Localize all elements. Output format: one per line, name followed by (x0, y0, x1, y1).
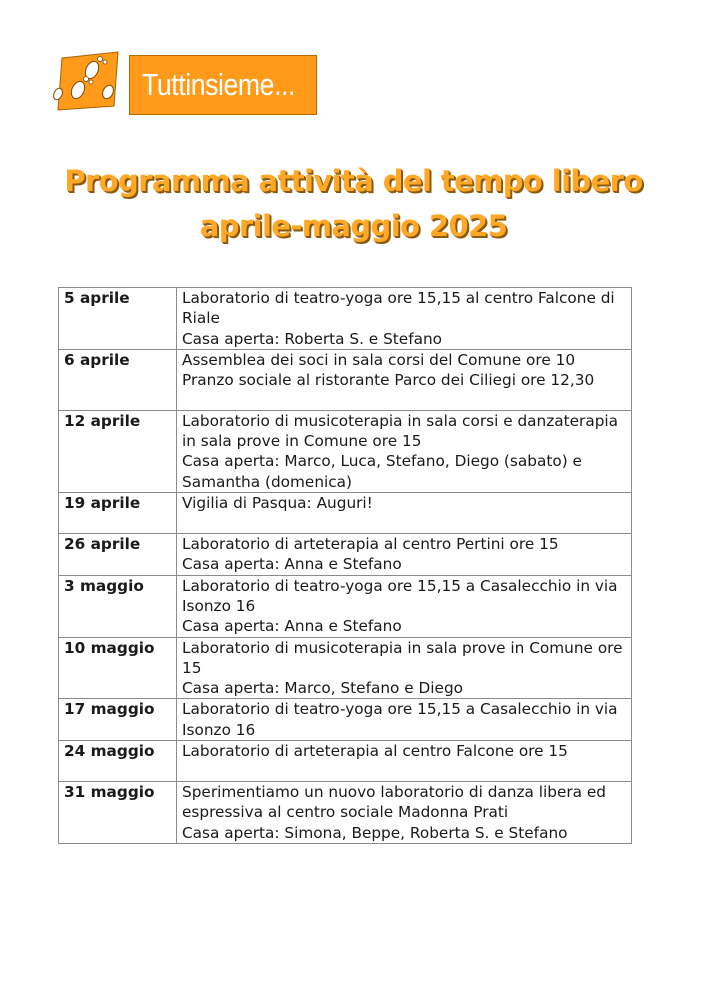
schedule-date: 19 aprile (59, 493, 177, 534)
description-line: Laboratorio di arteterapia al centro Pertini ore 15 (182, 535, 559, 554)
description-line: Laboratorio di teatro-yoga ore 15,15 a Casalecchio in via Isonzo 16 (182, 576, 618, 615)
schedule-date: 10 maggio (59, 637, 177, 699)
schedule-date: 17 maggio (59, 699, 177, 741)
table-row (59, 493, 632, 534)
schedule-date: 6 aprile (59, 349, 177, 410)
schedule-description (177, 410, 632, 492)
table-row (59, 288, 632, 350)
description-line: Laboratorio di teatro-yoga ore 15,15 a Casalecchio in via Isonzo 16 (182, 700, 618, 739)
description-line: Casa aperta: Marco, Stefano e Diego (182, 679, 464, 698)
description-line: Laboratorio di teatro-yoga ore 15,15 al centro Falcone di Riale (182, 289, 615, 328)
description-line: Sperimentiamo un nuovo laboratorio di danza libera ed espressiva al centro sociale Madonna Prati (182, 783, 607, 822)
schedule-description (177, 741, 632, 782)
table-row (59, 699, 632, 741)
schedule-table (58, 287, 632, 844)
table-row (59, 782, 632, 844)
description-line: Casa aperta: Marco, Luca, Stefano, Diego (sabato) e Samantha (domenica) (182, 452, 582, 491)
description-line: Assemblea dei soci in sala corsi del Comune ore 10 (182, 350, 576, 369)
description-line: Casa aperta: Anna e Stefano (182, 617, 402, 636)
schedule-date: 24 maggio (59, 741, 177, 782)
table-row (59, 575, 632, 637)
schedule-date: 31 maggio (59, 782, 177, 844)
schedule-date: 26 aprile (59, 534, 177, 576)
schedule-description (177, 699, 632, 741)
schedule-description (177, 637, 632, 699)
description-line: Laboratorio di musicoterapia in sala prove in Comune ore 15 (182, 638, 623, 677)
schedule-date: 12 aprile (59, 410, 177, 492)
description-line: Casa aperta: Simona, Beppe, Roberta S. e Stefano (182, 823, 568, 842)
page-title (0, 159, 707, 249)
logo-text: Tuttinsieme... (142, 67, 296, 102)
description-line: Laboratorio di musicoterapia in sala corsi e danzaterapia in sala prove in Comune ore 15 (182, 411, 619, 451)
title-line-1: Programma attività del tempo libero (64, 164, 643, 198)
schedule-description (177, 782, 632, 844)
schedule-description (177, 575, 632, 637)
title-line-2: aprile-maggio 2025 (199, 209, 508, 243)
table-row (59, 349, 632, 410)
schedule-description (177, 349, 632, 410)
schedule-description (177, 493, 632, 534)
schedule-date: 3 maggio (59, 575, 177, 637)
table-row (59, 741, 632, 782)
logo-icon (48, 50, 124, 112)
description-line: Casa aperta: Roberta S. e Stefano (182, 329, 443, 348)
description-line: Pranzo sociale al ristorante Parco dei Ciliegi ore 12,30 (182, 371, 595, 390)
description-line: Laboratorio di arteterapia al centro Falcone ore 15 (182, 742, 568, 761)
table-row (59, 534, 632, 576)
schedule-description (177, 534, 632, 576)
schedule-description (177, 288, 632, 350)
table-row (59, 637, 632, 699)
description-line: Casa aperta: Anna e Stefano (182, 555, 402, 574)
logo-banner (129, 55, 317, 115)
schedule-date: 5 aprile (59, 288, 177, 350)
description-line: Vigilia di Pasqua: Auguri! (182, 494, 373, 513)
table-row (59, 410, 632, 492)
